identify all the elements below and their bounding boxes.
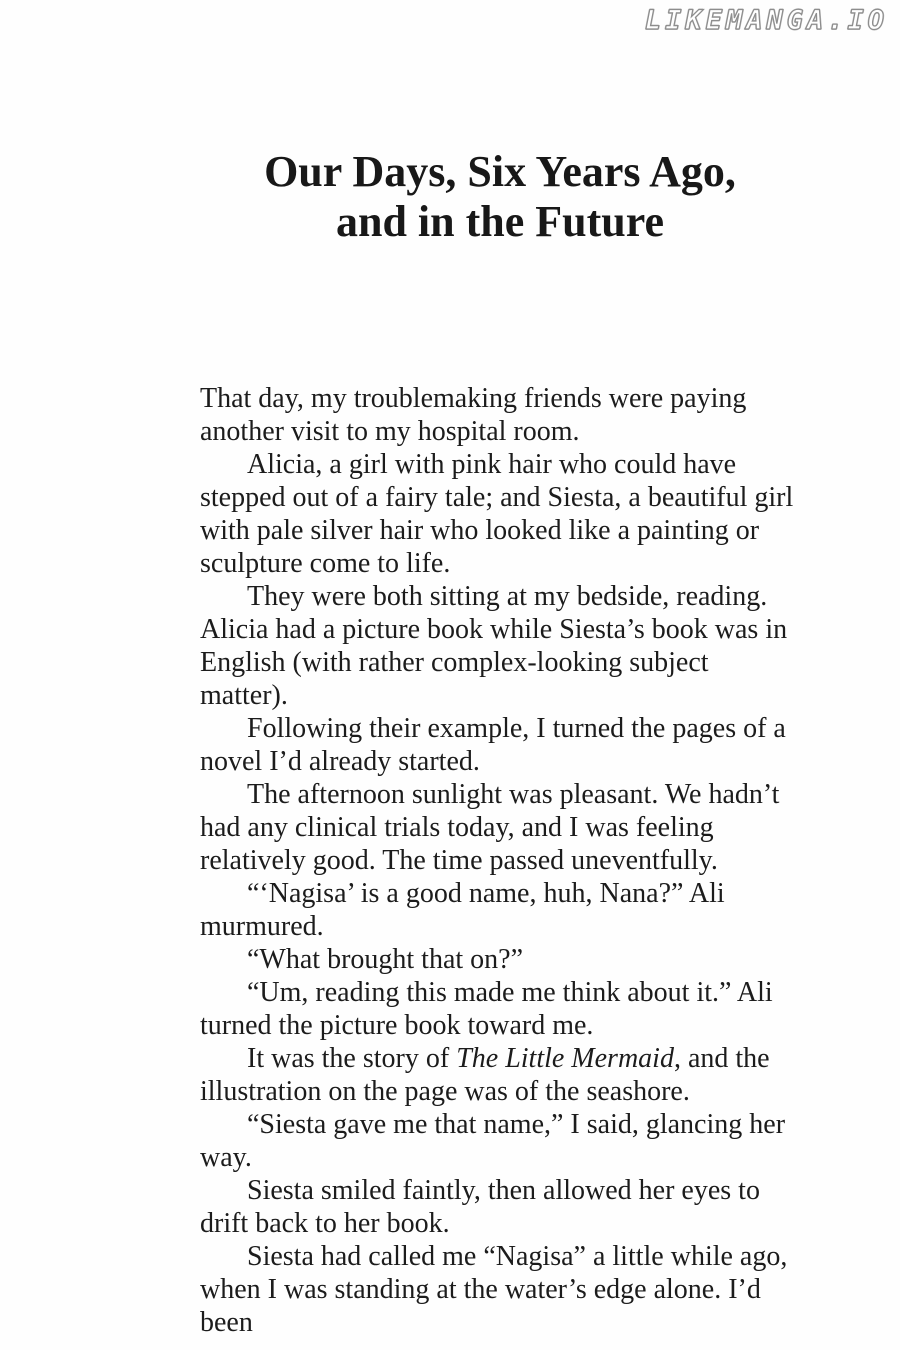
chapter-title-line-2: and in the Future <box>335 197 665 246</box>
paragraph <box>200 943 800 976</box>
chapter-title <box>200 147 800 247</box>
paragraph <box>200 1174 800 1240</box>
paragraph <box>200 1042 800 1108</box>
body-text <box>200 382 800 1339</box>
text-run: Siesta had called me “Nagisa” a little while ago, when I was standing at the water’s edge alone. I’d been <box>200 1241 788 1338</box>
text-run: The afternoon sunlight was pleasant. We hadn’t had any clinical trials today, and I was feeling relatively good. The time passed uneventfully. <box>200 779 780 876</box>
paragraph <box>200 712 800 778</box>
text-run: “Um, reading this made me think about it.” Ali turned the picture book toward me. <box>200 977 773 1041</box>
text-run: Following their example, I turned the pages of a novel I’d already started. <box>200 713 786 777</box>
paragraph <box>200 778 800 877</box>
text-run: , and the illustration on the page was of the seashore. <box>200 1043 770 1107</box>
text-run: Siesta smiled faintly, then allowed her eyes to drift back to her book. <box>200 1175 760 1239</box>
text-run: They were both sitting at my bedside, reading. Alicia had a picture book while Siesta’s book was in English (with rather complex-looking subject matter). <box>200 581 788 711</box>
paragraph <box>200 877 800 943</box>
text-run: “What brought that on?” <box>247 944 524 975</box>
text-run: “Siesta gave me that name,” I said, glancing her way. <box>200 1109 786 1173</box>
paragraph <box>200 580 800 712</box>
page-content <box>200 0 800 1339</box>
text-run: It was the story of <box>247 1043 457 1074</box>
text-run: Alicia, a girl with pink hair who could have stepped out of a fairy tale; and Siesta, a beautiful girl with pale silver hair who looked like a painting or sculpture come to life. <box>200 449 794 579</box>
site-watermark: LIKEMANGA.IO <box>644 5 888 36</box>
text-run: That day, my troublemaking friends were paying another visit to my hospital room. <box>200 383 747 447</box>
italic-book-title: The Little Mermaid <box>456 1043 674 1074</box>
text-run: “‘Nagisa’ is a good name, huh, Nana?” Ali murmured. <box>200 878 725 942</box>
paragraph <box>200 1240 800 1339</box>
paragraph <box>200 448 800 580</box>
paragraph <box>200 1108 800 1174</box>
chapter-title-line-1: Our Days, Six Years Ago, <box>264 147 736 196</box>
paragraph <box>200 382 800 448</box>
paragraph <box>200 976 800 1042</box>
